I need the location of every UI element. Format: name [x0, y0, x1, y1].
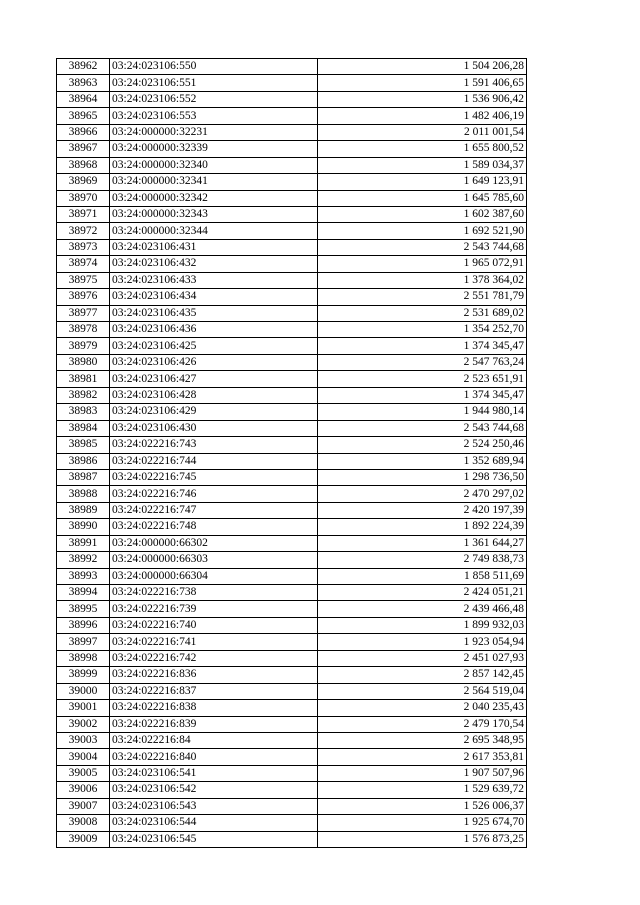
- table-row: [57, 437, 527, 453]
- table-body: [57, 59, 527, 848]
- cadastral-value-cell: 1 361 644,27: [318, 535, 527, 551]
- cadastral-number-cell: 03:24:022216:746: [110, 486, 318, 502]
- cadastral-number-cell: 03:24:000000:32341: [110, 174, 318, 190]
- row-number-cell: 38971: [57, 206, 110, 222]
- cadastral-number-cell: 03:24:022216:748: [110, 519, 318, 535]
- table-row: [57, 157, 527, 173]
- table-row: [57, 634, 527, 650]
- table-row: [57, 765, 527, 781]
- cadastral-value-cell: 1 923 054,94: [318, 634, 527, 650]
- cadastral-number-cell: 03:24:000000:32339: [110, 141, 318, 157]
- row-number-cell: 38982: [57, 387, 110, 403]
- cadastral-number-cell: 03:24:022216:742: [110, 650, 318, 666]
- table-row: [57, 338, 527, 354]
- table-row: [57, 75, 527, 91]
- row-number-cell: 38996: [57, 617, 110, 633]
- cadastral-value-cell: 1 858 511,69: [318, 568, 527, 584]
- cadastral-number-cell: 03:24:023106:430: [110, 420, 318, 436]
- cadastral-value-cell: 1 645 785,60: [318, 190, 527, 206]
- cadastral-number-cell: 03:24:023106:426: [110, 354, 318, 370]
- row-number-cell: 39002: [57, 716, 110, 732]
- table-row: [57, 387, 527, 403]
- table-row: [57, 831, 527, 847]
- table-row: [57, 700, 527, 716]
- cadastral-number-cell: 03:24:022216:743: [110, 437, 318, 453]
- cadastral-number-cell: 03:24:022216:745: [110, 469, 318, 485]
- table-row: [57, 354, 527, 370]
- cadastral-number-cell: 03:24:023106:552: [110, 91, 318, 107]
- table-row: [57, 322, 527, 338]
- cadastral-number-cell: 03:24:023106:544: [110, 815, 318, 831]
- cadastral-number-cell: 03:24:022216:838: [110, 700, 318, 716]
- cadastral-value-cell: 2 479 170,54: [318, 716, 527, 732]
- table-row: [57, 486, 527, 502]
- cadastral-number-cell: 03:24:000000:66303: [110, 552, 318, 568]
- row-number-cell: 38973: [57, 239, 110, 255]
- row-number-cell: 39006: [57, 782, 110, 798]
- row-number-cell: 38984: [57, 420, 110, 436]
- row-number-cell: 38970: [57, 190, 110, 206]
- cadastral-number-cell: 03:24:023106:436: [110, 322, 318, 338]
- cadastral-value-cell: 2 011 001,54: [318, 124, 527, 140]
- cadastral-number-cell: 03:24:023106:550: [110, 59, 318, 75]
- table-row: [57, 190, 527, 206]
- table-row: [57, 782, 527, 798]
- row-number-cell: 38999: [57, 667, 110, 683]
- cadastral-value-cell: 2 695 348,95: [318, 732, 527, 748]
- row-number-cell: 38963: [57, 75, 110, 91]
- cadastral-value-cell: 1 944 980,14: [318, 404, 527, 420]
- row-number-cell: 38976: [57, 289, 110, 305]
- cadastral-value-cell: 1 354 252,70: [318, 322, 527, 338]
- cadastral-value-cell: 2 523 651,91: [318, 371, 527, 387]
- cadastral-number-cell: 03:24:022216:738: [110, 585, 318, 601]
- cadastral-value-cell: 1 374 345,47: [318, 338, 527, 354]
- cadastral-number-cell: 03:24:000000:32342: [110, 190, 318, 206]
- table-row: [57, 91, 527, 107]
- row-number-cell: 38986: [57, 453, 110, 469]
- cadastral-number-cell: 03:24:023106:435: [110, 305, 318, 321]
- cadastral-value-cell: 2 857 142,45: [318, 667, 527, 683]
- cadastral-number-cell: 03:24:023106:433: [110, 272, 318, 288]
- cadastral-number-cell: 03:24:023106:434: [110, 289, 318, 305]
- cadastral-value-cell: 1 925 674,70: [318, 815, 527, 831]
- cadastral-value-table: [56, 58, 527, 848]
- cadastral-number-cell: 03:24:023106:545: [110, 831, 318, 847]
- cadastral-number-cell: 03:24:023106:432: [110, 256, 318, 272]
- cadastral-number-cell: 03:24:000000:32344: [110, 223, 318, 239]
- row-number-cell: 38981: [57, 371, 110, 387]
- cadastral-number-cell: 03:24:022216:739: [110, 601, 318, 617]
- cadastral-value-cell: 2 439 466,48: [318, 601, 527, 617]
- table-row: [57, 552, 527, 568]
- table-row: [57, 223, 527, 239]
- cadastral-value-cell: 1 649 123,91: [318, 174, 527, 190]
- cadastral-number-cell: 03:24:022216:747: [110, 502, 318, 518]
- table-row: [57, 469, 527, 485]
- row-number-cell: 38991: [57, 535, 110, 551]
- cadastral-value-cell: 1 907 507,96: [318, 765, 527, 781]
- cadastral-value-cell: 2 749 838,73: [318, 552, 527, 568]
- row-number-cell: 38975: [57, 272, 110, 288]
- row-number-cell: 38969: [57, 174, 110, 190]
- row-number-cell: 38993: [57, 568, 110, 584]
- cadastral-value-cell: 1 374 345,47: [318, 387, 527, 403]
- cadastral-value-cell: 1 892 224,39: [318, 519, 527, 535]
- cadastral-number-cell: 03:24:023106:542: [110, 782, 318, 798]
- table-row: [57, 59, 527, 75]
- table-row: [57, 683, 527, 699]
- cadastral-value-cell: 1 602 387,60: [318, 206, 527, 222]
- row-number-cell: 38997: [57, 634, 110, 650]
- cadastral-number-cell: 03:24:022216:836: [110, 667, 318, 683]
- cadastral-number-cell: 03:24:000000:66304: [110, 568, 318, 584]
- row-number-cell: 38967: [57, 141, 110, 157]
- cadastral-value-cell: 2 451 027,93: [318, 650, 527, 666]
- cadastral-number-cell: 03:24:000000:32231: [110, 124, 318, 140]
- row-number-cell: 39003: [57, 732, 110, 748]
- row-number-cell: 38968: [57, 157, 110, 173]
- row-number-cell: 39001: [57, 700, 110, 716]
- cadastral-number-cell: 03:24:023106:427: [110, 371, 318, 387]
- cadastral-value-cell: 2 531 689,02: [318, 305, 527, 321]
- table-row: [57, 502, 527, 518]
- table-row: [57, 174, 527, 190]
- row-number-cell: 38972: [57, 223, 110, 239]
- row-number-cell: 38998: [57, 650, 110, 666]
- cadastral-value-cell: 1 591 406,65: [318, 75, 527, 91]
- row-number-cell: 38977: [57, 305, 110, 321]
- cadastral-number-cell: 03:24:023106:431: [110, 239, 318, 255]
- row-number-cell: 38987: [57, 469, 110, 485]
- cadastral-value-cell: 2 617 353,81: [318, 749, 527, 765]
- row-number-cell: 39004: [57, 749, 110, 765]
- cadastral-value-cell: 2 470 297,02: [318, 486, 527, 502]
- table-row: [57, 519, 527, 535]
- cadastral-number-cell: 03:24:023106:543: [110, 798, 318, 814]
- cadastral-number-cell: 03:24:022216:84: [110, 732, 318, 748]
- table-row: [57, 420, 527, 436]
- row-number-cell: 38962: [57, 59, 110, 75]
- table-row: [57, 815, 527, 831]
- table-row: [57, 272, 527, 288]
- cadastral-value-cell: 2 551 781,79: [318, 289, 527, 305]
- table-row: [57, 601, 527, 617]
- cadastral-value-cell: 1 576 873,25: [318, 831, 527, 847]
- cadastral-value-cell: 1 529 639,72: [318, 782, 527, 798]
- row-number-cell: 38988: [57, 486, 110, 502]
- table-row: [57, 453, 527, 469]
- row-number-cell: 38978: [57, 322, 110, 338]
- table-row: [57, 798, 527, 814]
- cadastral-number-cell: 03:24:023106:541: [110, 765, 318, 781]
- row-number-cell: 38985: [57, 437, 110, 453]
- cadastral-number-cell: 03:24:023106:553: [110, 108, 318, 124]
- cadastral-value-cell: 2 564 519,04: [318, 683, 527, 699]
- cadastral-number-cell: 03:24:023106:425: [110, 338, 318, 354]
- row-number-cell: 38995: [57, 601, 110, 617]
- table-row: [57, 124, 527, 140]
- cadastral-value-cell: 2 424 051,21: [318, 585, 527, 601]
- cadastral-number-cell: 03:24:000000:32343: [110, 206, 318, 222]
- table-row: [57, 289, 527, 305]
- table-row: [57, 732, 527, 748]
- row-number-cell: 38990: [57, 519, 110, 535]
- row-number-cell: 38966: [57, 124, 110, 140]
- table-row: [57, 585, 527, 601]
- cadastral-number-cell: 03:24:022216:744: [110, 453, 318, 469]
- cadastral-number-cell: 03:24:022216:840: [110, 749, 318, 765]
- row-number-cell: 39009: [57, 831, 110, 847]
- table-row: [57, 108, 527, 124]
- row-number-cell: 38979: [57, 338, 110, 354]
- cadastral-value-cell: 1 589 034,37: [318, 157, 527, 173]
- row-number-cell: 38983: [57, 404, 110, 420]
- cadastral-value-cell: 2 543 744,68: [318, 420, 527, 436]
- table-row: [57, 404, 527, 420]
- table-row: [57, 141, 527, 157]
- cadastral-value-cell: 1 655 800,52: [318, 141, 527, 157]
- table-row: [57, 535, 527, 551]
- cadastral-value-cell: 1 352 689,94: [318, 453, 527, 469]
- cadastral-value-cell: 1 526 006,37: [318, 798, 527, 814]
- cadastral-value-cell: 1 298 736,50: [318, 469, 527, 485]
- cadastral-number-cell: 03:24:022216:741: [110, 634, 318, 650]
- row-number-cell: 38989: [57, 502, 110, 518]
- cadastral-value-cell: 1 482 406,19: [318, 108, 527, 124]
- row-number-cell: 39007: [57, 798, 110, 814]
- cadastral-number-cell: 03:24:022216:839: [110, 716, 318, 732]
- cadastral-number-cell: 03:24:023106:551: [110, 75, 318, 91]
- cadastral-number-cell: 03:24:023106:428: [110, 387, 318, 403]
- table-row: [57, 749, 527, 765]
- row-number-cell: 38965: [57, 108, 110, 124]
- cadastral-value-cell: 2 420 197,39: [318, 502, 527, 518]
- cadastral-value-cell: 1 378 364,02: [318, 272, 527, 288]
- row-number-cell: 38994: [57, 585, 110, 601]
- cadastral-number-cell: 03:24:022216:837: [110, 683, 318, 699]
- row-number-cell: 38980: [57, 354, 110, 370]
- cadastral-value-cell: 2 543 744,68: [318, 239, 527, 255]
- cadastral-value-cell: 1 899 932,03: [318, 617, 527, 633]
- cadastral-value-cell: 1 504 206,28: [318, 59, 527, 75]
- table-row: [57, 568, 527, 584]
- table-row: [57, 716, 527, 732]
- row-number-cell: 38992: [57, 552, 110, 568]
- cadastral-value-cell: 2 040 235,43: [318, 700, 527, 716]
- row-number-cell: 39008: [57, 815, 110, 831]
- cadastral-value-cell: 2 547 763,24: [318, 354, 527, 370]
- table-row: [57, 650, 527, 666]
- cadastral-number-cell: 03:24:000000:66302: [110, 535, 318, 551]
- table-row: [57, 371, 527, 387]
- cadastral-value-cell: 1 692 521,90: [318, 223, 527, 239]
- cadastral-number-cell: 03:24:023106:429: [110, 404, 318, 420]
- table-row: [57, 305, 527, 321]
- row-number-cell: 38964: [57, 91, 110, 107]
- cadastral-number-cell: 03:24:022216:740: [110, 617, 318, 633]
- row-number-cell: 39005: [57, 765, 110, 781]
- cadastral-value-cell: 1 536 906,42: [318, 91, 527, 107]
- row-number-cell: 39000: [57, 683, 110, 699]
- table-row: [57, 239, 527, 255]
- cadastral-number-cell: 03:24:000000:32340: [110, 157, 318, 173]
- table-row: [57, 256, 527, 272]
- table-row: [57, 617, 527, 633]
- table-row: [57, 667, 527, 683]
- row-number-cell: 38974: [57, 256, 110, 272]
- table-row: [57, 206, 527, 222]
- cadastral-value-cell: 1 965 072,91: [318, 256, 527, 272]
- cadastral-value-cell: 2 524 250,46: [318, 437, 527, 453]
